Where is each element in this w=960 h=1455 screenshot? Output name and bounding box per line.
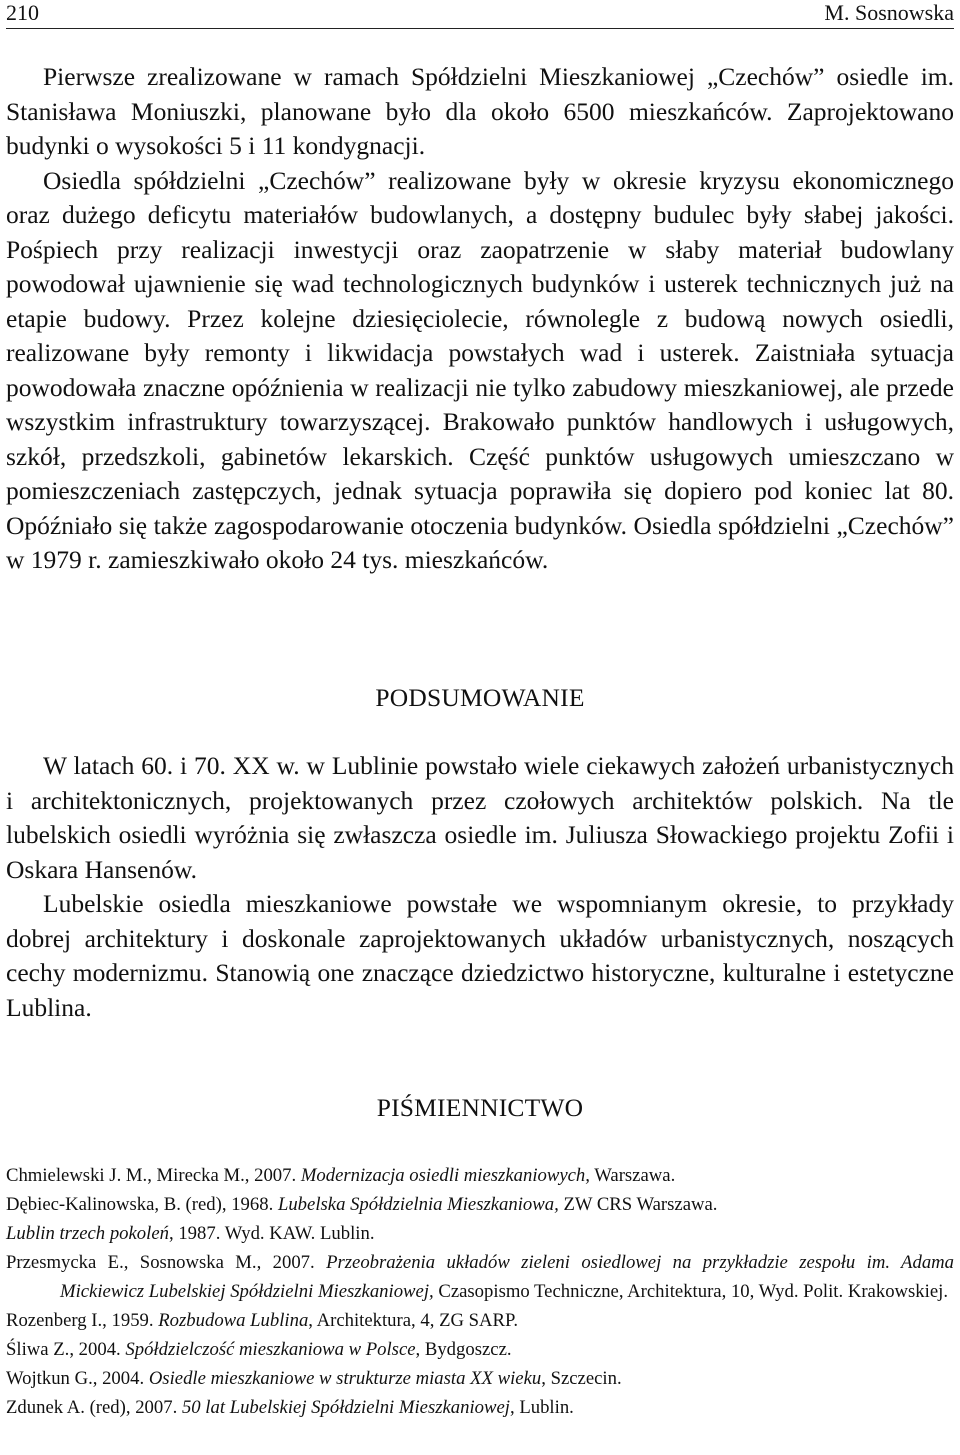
reference-title: 50 lat Lubelskiej Spółdzielni Mieszkaniowej [181, 1397, 510, 1418]
reference-item [6, 1161, 954, 1190]
reference-publication: Czasopismo Techniczne, Architektura, 10, Wyd. Polit. Krakowskiej. [433, 1281, 949, 1302]
reference-publication: , 1987. Wyd. KAW. Lublin. [168, 1223, 375, 1244]
reference-publication: ZW CRS Warszawa. [558, 1194, 718, 1215]
reference-item [6, 1219, 954, 1248]
reference-authors: Dębiec-Kalinowska, B. (red), 1968. [6, 1194, 278, 1215]
intro-text-block [6, 60, 954, 578]
reference-publication: Warszawa. [589, 1165, 676, 1186]
reference-title: Rozbudowa Lublina [158, 1310, 309, 1331]
reference-title: Modernizacja osiedli mieszkaniowych, [300, 1165, 590, 1186]
reference-item [6, 1306, 954, 1335]
reference-authors: Śliwa Z., 2004. [6, 1339, 126, 1360]
reference-authors: Przesmycka E., Sosnowska M., 2007. [6, 1252, 327, 1273]
reference-title: Przeobrażenia układów zieleni osiedlowej na przykładzie zespołu im. Adama Mickiewicz Lubelskiej Spółdzielni Mieszkaniowej, [60, 1252, 954, 1302]
reference-authors: Rozenberg I., 1959. [6, 1310, 159, 1331]
reference-title: Spółdzielczość mieszkaniowa w Polsce [125, 1339, 416, 1360]
reference-item [6, 1190, 954, 1219]
reference-item [6, 1393, 954, 1422]
page-number: 210 [6, 0, 39, 25]
reference-authors: Wojtkun G., 2004. [6, 1368, 149, 1389]
reference-item [6, 1335, 954, 1364]
reference-authors: Zdunek A. (red), 2007. [6, 1397, 182, 1418]
paragraph: Pierwsze zrealizowane w ramach Spółdzielni Mieszkaniowej „Czechów” osiedle im. Stanisława Moniuszki, planowane było dla około 6500 mieszkańców. Zaprojektowano budynki o wysokości 5 i 11 kondygnacji. [6, 62, 954, 160]
reference-list [6, 1161, 954, 1422]
reference-authors: Chmielewski J. M., Mirecka M., 2007. [6, 1165, 301, 1186]
summary-heading: PODSUMOWANIE [375, 683, 585, 712]
reference-item [6, 1364, 954, 1393]
reference-publication: , Szczecin. [541, 1368, 622, 1389]
reference-title: Osiedle mieszkaniowe w strukturze miasta XX wieku [148, 1368, 542, 1389]
page-header [6, 0, 954, 29]
reference-title: Lubelska Spółdzielnia Mieszkaniowa, [277, 1194, 559, 1215]
reference-publication: , Bydgoszcz. [415, 1339, 512, 1360]
reference-title: Lublin trzech pokoleń [6, 1223, 169, 1244]
paragraph: W latach 60. i 70. XX w. w Lublinie powstało wiele ciekawych założeń urbanistycznych i architektonicznych, projektowanych przez czołowych architektów polskich. Na tle lubelskich osiedli wyróżnia się zwłaszcza osiedle im. Juliusza Słowackiego projektu Zofii i Oskara Hansenów. [6, 751, 954, 884]
paragraph: Lubelskie osiedla mieszkaniowe powstałe we wspomnianym okresie, to przykłady dobrej architektury i doskonale zaprojektowanych układów urbanistycznych, noszących cechy modernizmu. Stanowią one znaczące dziedzictwo historyczne, kulturalne i estetyczne Lublina. [6, 889, 954, 1022]
running-head: M. Sosnowska [824, 0, 954, 25]
reference-item [6, 1248, 954, 1306]
paragraph: Osiedla spółdzielni „Czechów” realizowane były w okresie kryzysu ekonomicznego oraz dużego deficytu materiałów budowlanych, a dostępny budulec były słabej jakości. Pośpiech przy realizacji inwestycji oraz zaopatrzenie w słaby materiał budowlany powodował ujawnienie się wad technologicznych budynków i usterek technicznych już na etapie budowy. Przez kolejne dziesięciolecie, równolegle z budową nowych osiedli, realizowane były remonty i likwidacja powstałych wad i usterek. Zaistniała sytuacja powodowała znaczne opóźnienia w realizacji nie tylko zabudowy mieszkaniowej, ale przede wszystkim infrastruktury towarzyszącej. Brakowało punktów handlowych i usługowych, szkół, przedszkoli, gabinetów lekarskich. Część punktów usługowych umieszczano w pomieszczeniach zastępczych, jednak sytuacja poprawiła się dopiero pod koniec lat 80. Opóźniało się także zagospodarowanie otoczenia budynków. Osiedla spółdzielni „Czechów” w 1979 r. zamieszkiwało około 24 tys. mieszkańców. [6, 165, 954, 574]
reference-publication: , Lublin. [509, 1397, 574, 1418]
reference-publication: , Architektura, 4, ZG SARP. [308, 1310, 518, 1331]
references-heading: PIŚMIENNICTWO [376, 1093, 584, 1122]
summary-text-block [6, 749, 954, 1025]
